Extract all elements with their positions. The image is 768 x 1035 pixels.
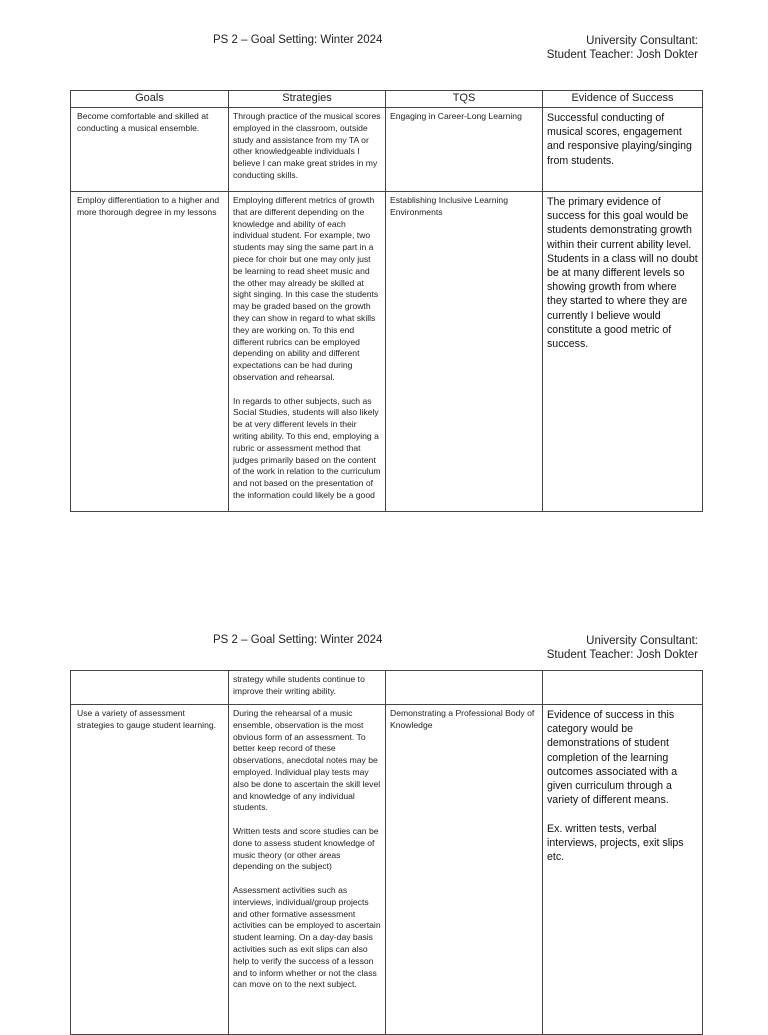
- student-teacher-label: Student Teacher: Josh Dokter: [546, 649, 698, 661]
- evidence-cell: The primary evidence of success for this goal would be students demonstrating growth within their current ability level. Students in a class will no doubt be at many different levels so showing growth from where they started to where they are currently I believe would constitute a good metric of success.: [543, 192, 703, 512]
- goal-cell: Become comfortable and skilled at conducting a musical ensemble.: [71, 108, 229, 192]
- page-title: PS 2 – Goal Setting: Winter 2024: [213, 34, 383, 46]
- column-header-strategies: Strategies: [229, 91, 386, 108]
- strategy-cell: strategy while students continue to improve their writing ability.: [229, 671, 386, 705]
- tqs-cell: Establishing Inclusive Learning Environments: [386, 192, 543, 512]
- column-header-goals: Goals: [71, 91, 229, 108]
- consultant-label: University Consultant:: [586, 635, 698, 647]
- table-row: [71, 108, 703, 192]
- page-header-right: [547, 34, 698, 62]
- strategy-cell: During the rehearsal of a music ensemble, observation is the most obvious form of an assessment. To better keep record of these observations, anecdotal notes may be employed. Individual play tests may also be done to ascertain the skill level and knowledge of any individual students. Written tests and score studies can be done to assess student knowledge of music theory (or other areas depending on the subject) Assessment activities such as interviews, individual/group projects and other formative assessment activities can be employed to ascertain student learning. On a day-day basis activities such as exit slips can also help to verify the success of a lesson and to inform whether or not the class can move on to the next subject.: [229, 705, 386, 1035]
- goal-cell: [71, 671, 229, 705]
- tqs-cell: Engaging in Career-Long Learning: [386, 108, 543, 192]
- page-header-right: [547, 634, 698, 662]
- strategy-cell: Employing different metrics of growth that are different depending on the knowledge and ability of each individual student. For example, two students may sing the same part in a piece for choir but one may only just be learning to read sheet music and the other may already be skilled at sight singing. In this case the students may be graded based on the growth they can show in regard to what skills they are working on. To this end different rubrics can be employed depending on ability and different expectations can be had during observation and rehearsal. In regards to other subjects, such as Social Studies, students will also likely be at very different levels in their writing ability. To this end, employing a rubric or assessment method that judges primarily based on the content of the work in relation to the curriculum and not based on the presentation of the information could likely be a good: [229, 192, 386, 512]
- strategy-cell: Through practice of the musical scores employed in the classroom, outside study and assistance from my TA or other knowledgeable individuals I believe I can make great strides in my conducting skills.: [229, 108, 386, 192]
- table-row: [71, 705, 703, 1035]
- table-row: [71, 192, 703, 512]
- consultant-label: University Consultant:: [586, 35, 698, 47]
- evidence-cell: Evidence of success in this category would be demonstrations of student completion of the learning outcomes associated with a given curriculum through a variety of different means. Ex. written tests, verbal interviews, projects, exit slips etc.: [543, 705, 703, 1035]
- goal-cell: Employ differentiation to a higher and more thorough degree in my lessons: [71, 192, 229, 512]
- column-header-tqs: TQS: [386, 91, 543, 108]
- page-title: PS 2 – Goal Setting: Winter 2024: [213, 634, 383, 646]
- document-page-2: [0, 600, 768, 1024]
- table-header-row: [71, 91, 703, 108]
- goals-table: [70, 90, 703, 512]
- goals-table-continued: [70, 670, 703, 1035]
- evidence-cell: Successful conducting of musical scores, engagement and responsive playing/singing from students.: [543, 108, 703, 192]
- column-header-evidence: Evidence of Success: [543, 91, 703, 108]
- evidence-cell: [543, 671, 703, 705]
- goal-cell: Use a variety of assessment strategies to gauge student learning.: [71, 705, 229, 1035]
- student-teacher-label: Student Teacher: Josh Dokter: [546, 49, 698, 61]
- table-row: [71, 671, 703, 705]
- tqs-cell: [386, 671, 543, 705]
- tqs-cell: Demonstrating a Professional Body of Knowledge: [386, 705, 543, 1035]
